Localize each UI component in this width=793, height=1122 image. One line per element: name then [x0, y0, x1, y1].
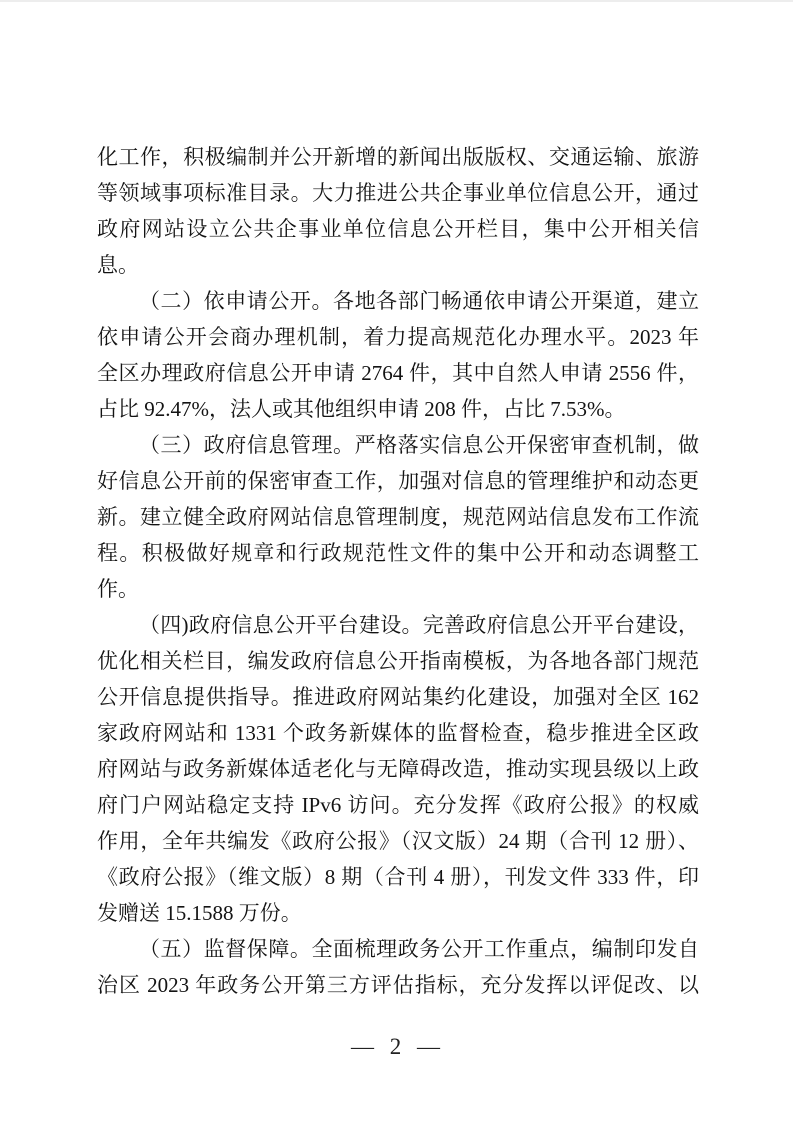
- paragraph: [97, 283, 699, 427]
- paragraph-line: 作。: [97, 577, 139, 601]
- paragraph-line: 程。积极做好规章和行政规范性文件的集中公开和动态调整工: [97, 541, 699, 565]
- paragraph-line: 占比 92.47%，法人或其他组织申请 208 件，占比 7.53%。: [97, 397, 626, 421]
- paragraph-line: 优化相关栏目，编发政府信息公开指南模板，为各地各部门规范: [97, 649, 699, 673]
- page-number: — 2 —: [351, 1034, 442, 1059]
- paragraph-line: 依申请公开会商办理机制，着力提高规范化办理水平。2023 年: [97, 325, 699, 349]
- paragraph-line: 新。建立健全政府网站信息管理制度，规范网站信息发布工作流: [97, 505, 699, 529]
- paragraph-line: 作用，全年共编发《政府公报》（汉文版）24 期（合刊 12 册）、: [97, 829, 699, 853]
- paragraph-line: 等领域事项标准目录。大力推进公共企事业单位信息公开，通过: [97, 181, 699, 205]
- paragraph-line: 全区办理政府信息公开申请 2764 件，其中自然人申请 2556 件，: [97, 361, 699, 385]
- paragraph-line: 息。: [97, 253, 139, 277]
- paragraph-line: 《政府公报》（维文版）8 期（合刊 4 册），刊发文件 333 件，印: [97, 865, 699, 889]
- paragraph-line: 府网站与政务新媒体适老化与无障碍改造，推动实现县级以上政: [97, 757, 699, 781]
- paragraph-line: 家政府网站和 1331 个政务新媒体的监督检查，稳步推进全区政: [97, 721, 699, 745]
- paragraph: [97, 139, 699, 283]
- paragraph-line: 政府网站设立公共企事业单位信息公开栏目，集中公开相关信: [97, 217, 699, 241]
- paragraph-line: （四)政府信息公开平台建设。完善政府信息公开平台建设，: [139, 613, 699, 637]
- paragraph-line: 好信息公开前的保密审查工作，加强对信息的管理维护和动态更: [97, 469, 699, 493]
- paragraph-line: 发赠送 15.1588 万份。: [97, 901, 302, 925]
- paragraph-line: （二）依申请公开。各地各部门畅通依申请公开渠道，建立: [139, 289, 699, 313]
- paragraph-line: 府门户网站稳定支持 IPv6 访问。充分发挥《政府公报》的权威: [97, 793, 699, 817]
- paragraph-line: （三）政府信息管理。严格落实信息公开保密审查机制，做: [139, 433, 699, 457]
- paragraph-line: 公开信息提供指导。推进政府网站集约化建设，加强对全区 162: [97, 685, 699, 709]
- paragraph-line: 化工作，积极编制并公开新增的新闻出版版权、交通运输、旅游: [97, 145, 699, 169]
- paragraph: [97, 931, 699, 1003]
- paragraph: [97, 427, 699, 607]
- document-body: [97, 139, 699, 1003]
- paragraph-line: 治区 2023 年政务公开第三方评估指标，充分发挥以评促改、以: [97, 973, 699, 997]
- paragraph: [97, 607, 699, 931]
- page-footer: [0, 1032, 793, 1062]
- paragraph-line: （五）监督保障。全面梳理政务公开工作重点，编制印发自: [139, 937, 699, 961]
